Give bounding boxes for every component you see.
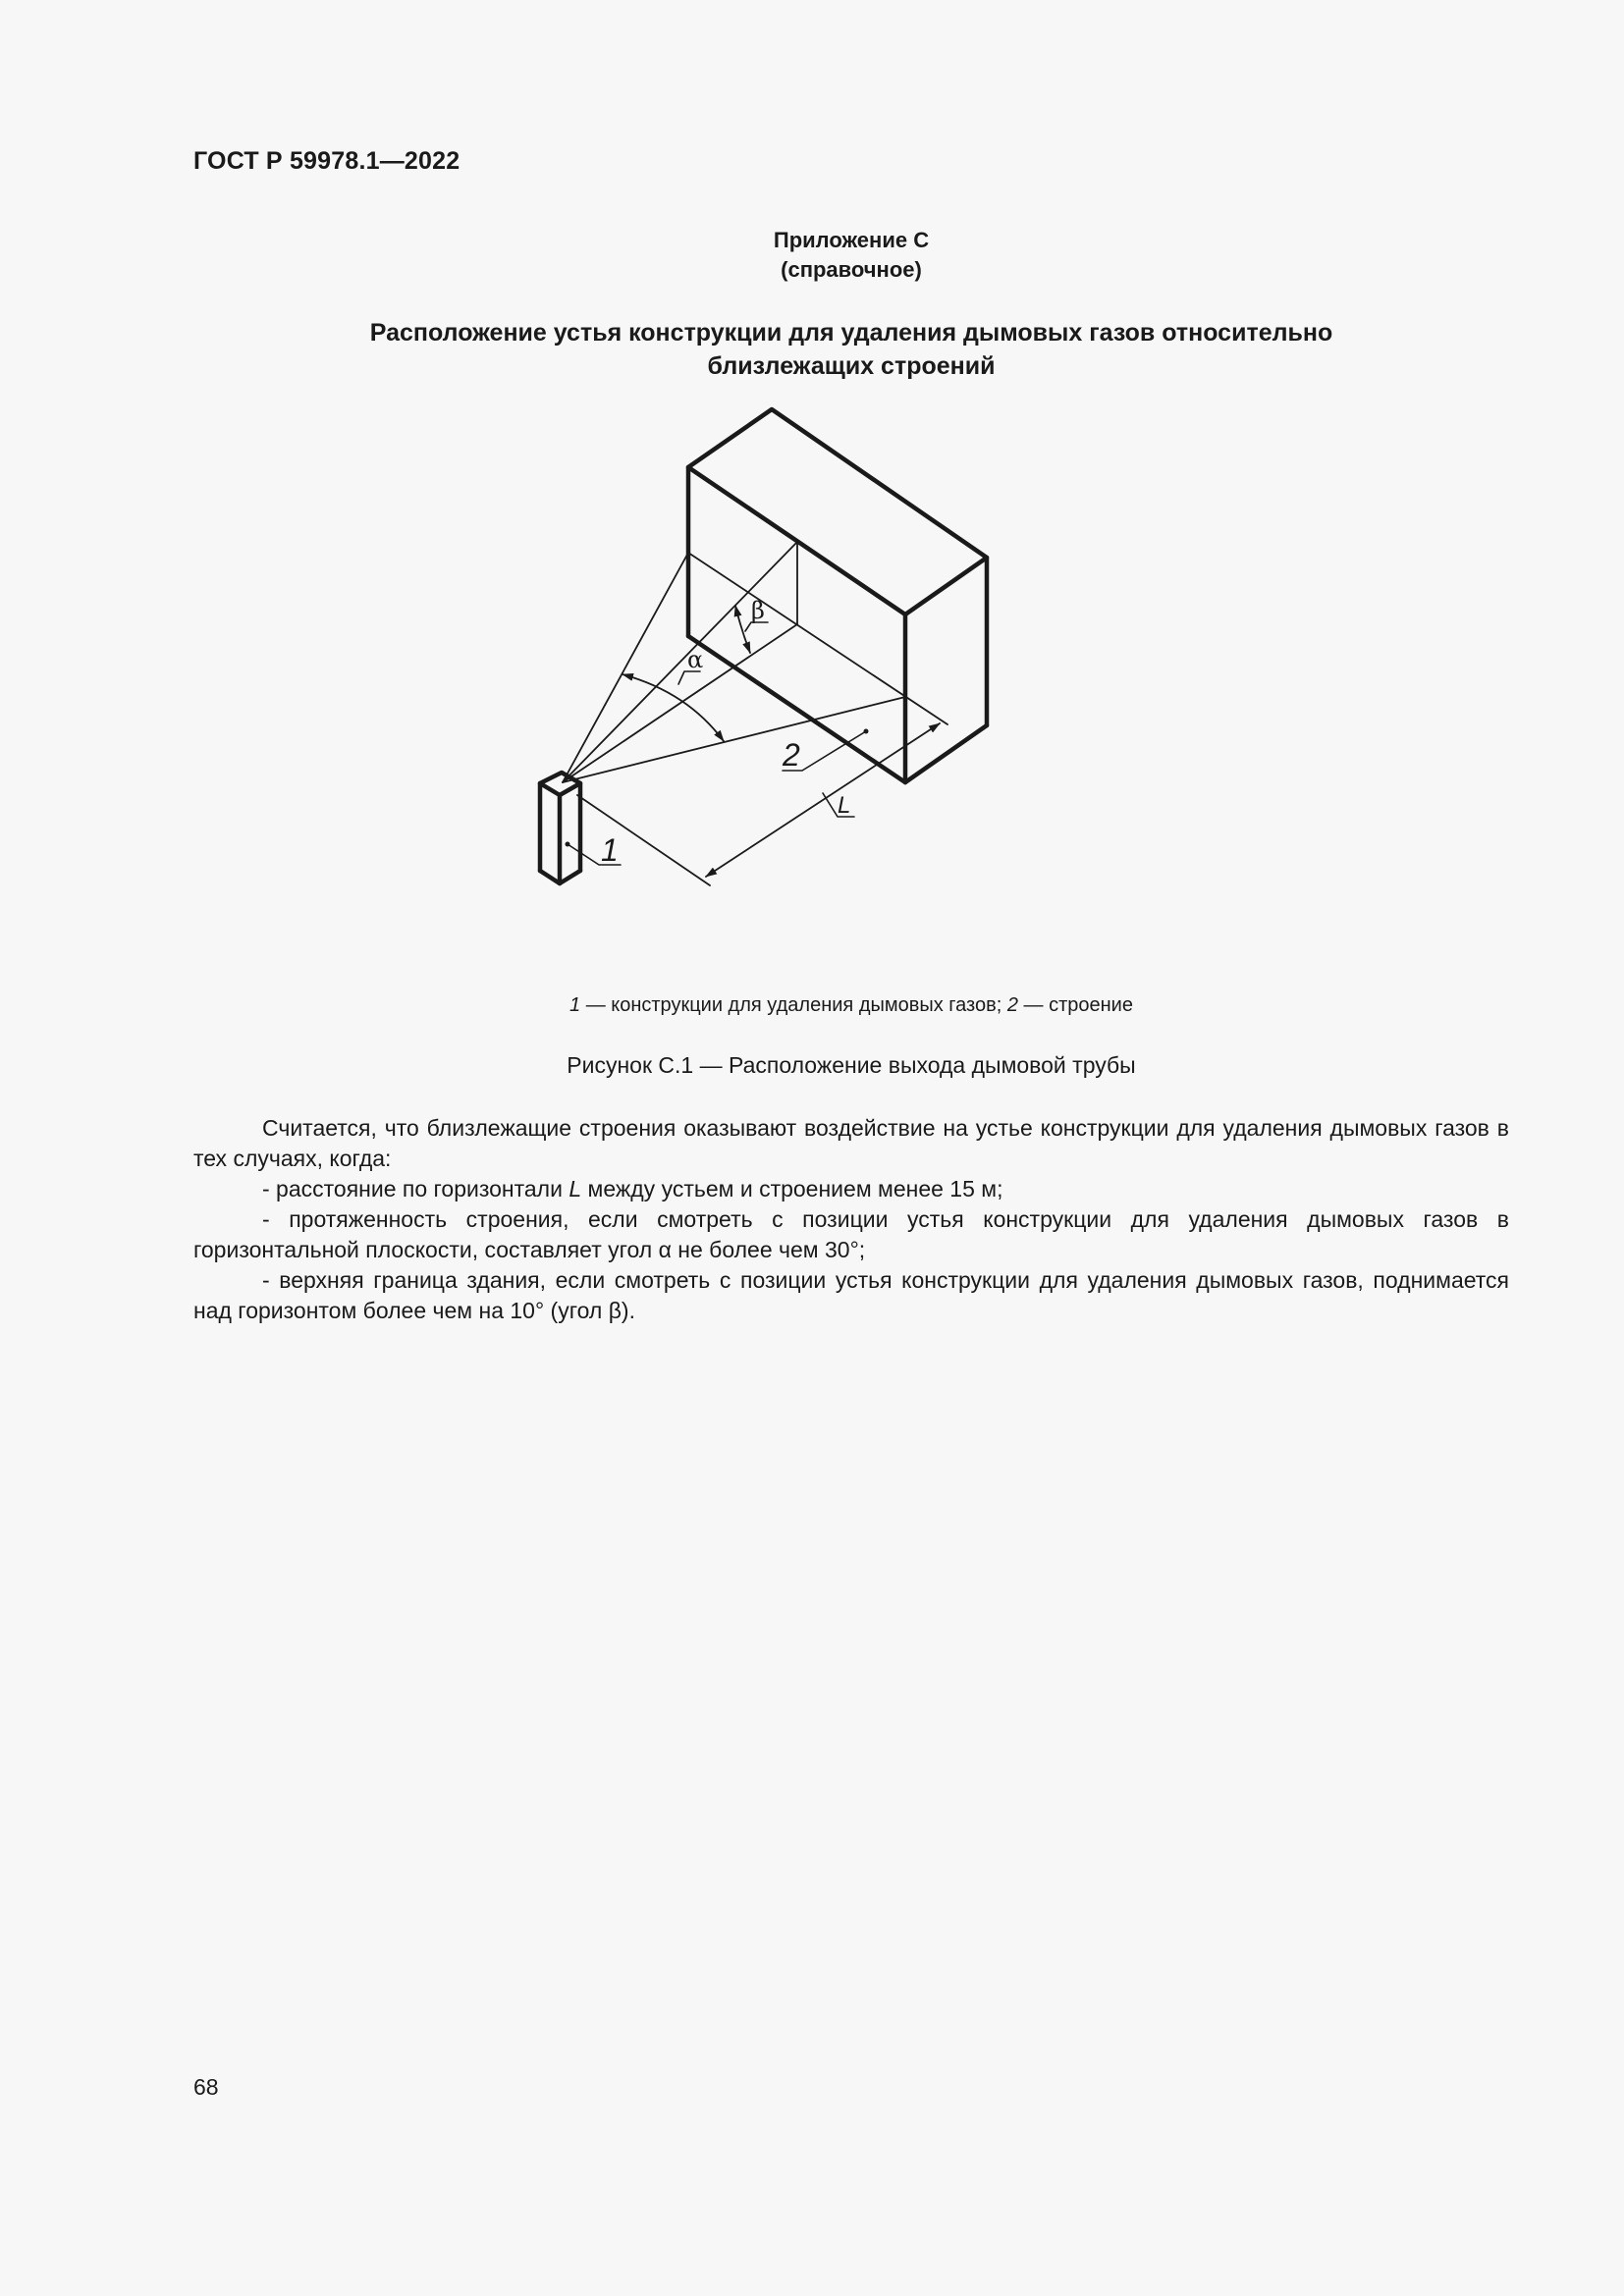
bullet-beta: - верхняя граница здания, если смотреть с позиции устья конструкции для удаления дымовых газов, поднимается над горизонтом более чем на 10° (угол β). xyxy=(193,1267,1509,1323)
paragraph-intro: Считается, что близлежащие строения оказывают воздействие на устье конструкции для удаления дымовых газов в тех случаях, когда: xyxy=(193,1115,1509,1171)
legend-text-2: — строение xyxy=(1017,994,1133,1016)
bullet-distance-post: между устьем и строением менее 15 м; xyxy=(581,1176,1003,1201)
sight-lines xyxy=(563,542,947,885)
figure-legend xyxy=(0,994,1624,1017)
bullet-alpha: - протяженность строения, если смотреть с позиции устья конструкции для удаления дымовых газов в горизонтальной плоскости, составляет угол α не более чем 30°; xyxy=(193,1206,1509,1262)
page-number: 68 xyxy=(193,2074,219,2100)
chimney-building-diagram xyxy=(0,0,1624,991)
label-item-2: 2 xyxy=(783,737,800,773)
distance-dimension-line xyxy=(706,723,940,877)
legend-number-2: 2 xyxy=(1006,994,1018,1016)
figure-caption: Рисунок С.1 — Расположение выхода дымовой трубы xyxy=(567,1052,1136,1078)
appendix-subtitle: (справочное) xyxy=(781,257,922,282)
bullet-distance-var: L xyxy=(568,1176,582,1201)
section-title-line2: близлежащих строений xyxy=(707,352,996,380)
building-outline xyxy=(688,409,987,782)
beta-arc xyxy=(735,606,750,653)
label-item-1: 1 xyxy=(601,832,619,868)
bullet-distance-pre: - расстояние по горизонтали xyxy=(262,1176,569,1201)
document-code: ГОСТ Р 59978.1—2022 xyxy=(193,147,460,175)
label-alpha: α xyxy=(687,646,704,673)
label-distance-L: L xyxy=(838,792,851,819)
legend-number-1: 1 xyxy=(569,994,581,1016)
appendix-title: Приложение С xyxy=(773,228,930,252)
body-text xyxy=(193,1113,1509,1326)
section-title-line1: Расположение устья конструкции для удаления дымовых газов относительно xyxy=(369,319,1333,347)
label-beta: β xyxy=(751,597,765,624)
legend-text-1: — конструкции для удаления дымовых газов; xyxy=(580,994,1007,1016)
bullet-distance xyxy=(193,1174,1509,1204)
chimney-outline xyxy=(540,773,580,883)
